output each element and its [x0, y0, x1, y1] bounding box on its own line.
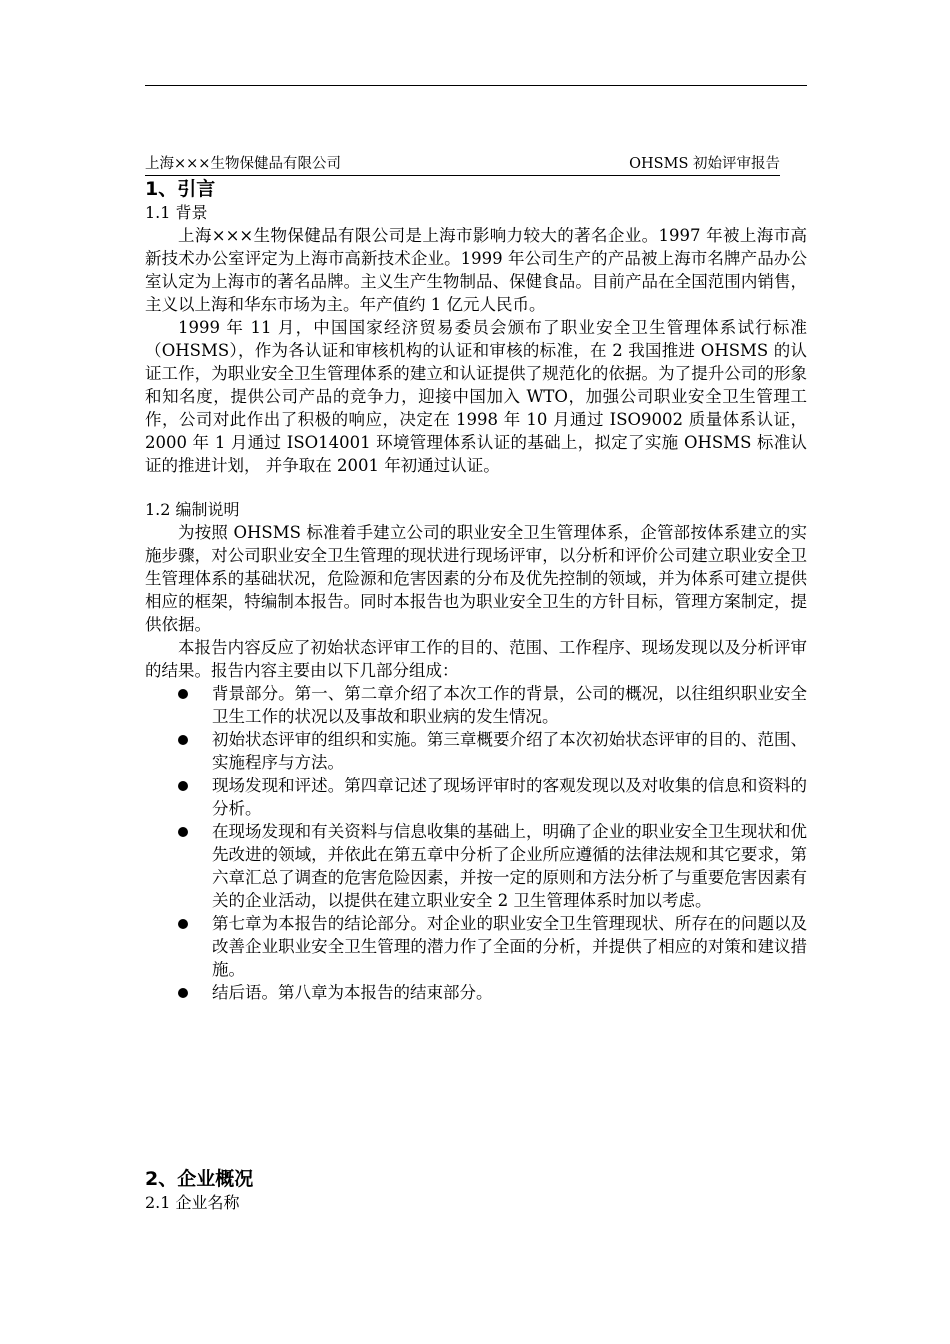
- list-item-text: 第七章为本报告的结论部分。对企业的职业安全卫生管理现状、所存在的问题以及改善企业职业安全卫生管理的潜力作了全面的分析，并提供了相应的对策和建议措施。: [212, 914, 807, 979]
- spacer: [145, 477, 807, 499]
- page-header: [145, 154, 780, 176]
- list-item: [212, 682, 807, 728]
- section-1-2-title: 1.2 编制说明: [145, 500, 240, 519]
- document-body: [145, 176, 807, 1004]
- list-item: [212, 728, 807, 774]
- list-item: [212, 981, 807, 1004]
- section-2-1-title: 2.1 企业名称: [145, 1193, 240, 1212]
- list-item: [212, 774, 807, 820]
- list-item-text: 结后语。第八章为本报告的结束部分。: [212, 983, 493, 1002]
- section-1-1-title: 1.1 背景: [145, 203, 208, 222]
- header-company: 上海×××生物保健品有限公司: [145, 156, 341, 172]
- bullet-icon: [178, 689, 188, 699]
- bullet-icon: [178, 735, 188, 745]
- bullet-icon: [178, 781, 188, 791]
- list-item: [212, 912, 807, 981]
- paragraph: 本报告内容反应了初始状态评审工作的目的、范围、工作程序、现场发现以及分析评审的结果。报告内容主要由以下几部分组成：: [145, 638, 807, 680]
- list-item-text: 初始状态评审的组织和实施。第三章概要介绍了本次初始状态评审的目的、范围、实施程序与方法。: [212, 730, 807, 772]
- bullet-list: [145, 682, 807, 1004]
- top-rule: [145, 85, 807, 86]
- paragraph: 1999 年 11 月，中国国家经济贸易委员会颁布了职业安全卫生管理体系试行标准（OHSMS），作为各认证和审核机构的认证和审核的标准，在 2 我国推进 OHSMS 的认证工作，为职业安全卫生管理体系的建立和认证提供了规范化的依据。为了提升公司的形象和知名度，提供公司产品的竞争力，迎接中国加入 WTO，加强公司职业安全卫生管理工作，公司对此作出了积极的响应，决定在 1998 年 10 月通过 ISO9002 质量体系认证，2000 年 1 月通过 ISO14001 环境管理体系认证的基础上，拟定了实施 OHSMS 标准认证的推进计划， 并争取在 2001 年初通过认证。: [145, 318, 807, 475]
- section-2: [145, 1166, 807, 1214]
- list-item-text: 在现场发现和有关资料与信息收集的基础上，明确了企业的职业安全卫生现状和优先改进的领域，并依此在第五章中分析了企业所应遵循的法律法规和其它要求，第六章汇总了调查的危害危险因素，并按一定的原则和方法分析了与重要危害因素有关的企业活动，以提供在建立职业安全 2 卫生管理体系时加以考虑。: [212, 822, 807, 910]
- paragraph: 上海×××生物保健品有限公司是上海市影响力较大的著名企业。1997 年被上海市高新技术办公室评定为上海市高新技术企业。1999 年公司生产的产品被上海市名牌产品办公室认定为上海市的著名品牌。主义生产生物制品、保健食品。目前产品在全国范围内销售，主义以上海和华东市场为主。年产值约 1 亿元人民币。: [145, 226, 807, 314]
- bullet-icon: [178, 988, 188, 998]
- bullet-icon: [178, 919, 188, 929]
- list-item: [212, 820, 807, 912]
- paragraph: 为按照 OHSMS 标准着手建立公司的职业安全卫生管理体系，企管部按体系建立的实施步骤，对公司职业安全卫生管理的现状进行现场评审，以分析和评价公司建立职业安全卫生管理体系的基础状况，危险源和危害因素的分布及优先控制的领域，并为体系可建立提供相应的框架，特编制本报告。同时本报告也为职业安全卫生的方针目标，管理方案制定，提供依据。: [145, 523, 807, 634]
- header-report-title: OHSMS 初始评审报告: [629, 156, 780, 172]
- bullet-icon: [178, 827, 188, 837]
- section-1-title: 1、引言: [145, 178, 216, 200]
- section-2-title: 2、企业概况: [145, 1168, 254, 1190]
- list-item-text: 背景部分。第一、第二章介绍了本次工作的背景，公司的概况，以往组织职业安全卫生工作的状况以及事故和职业病的发生情况。: [212, 684, 807, 726]
- list-item-text: 现场发现和评述。第四章记述了现场评审时的客观发现以及对收集的信息和资料的分析。: [212, 776, 807, 818]
